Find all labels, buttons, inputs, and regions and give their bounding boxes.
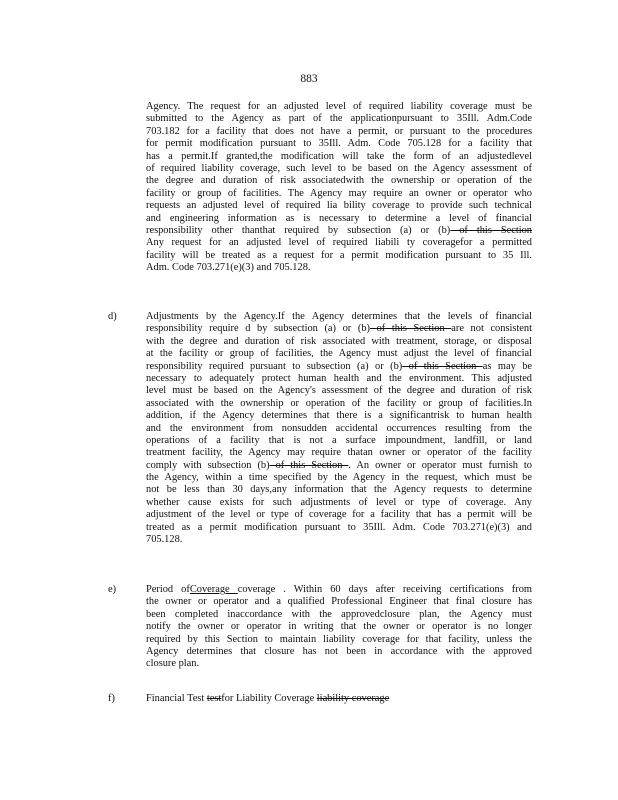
section-d-line [146,460,532,472]
paragraph-top-line [146,163,532,175]
section-d-line [146,497,532,509]
paragraph-top-line [146,200,532,212]
section-d-text-run: necessary to adequately protect human health and the environment. This adjusted [146,372,532,384]
section-d-text-run: as may be [482,360,533,372]
paragraph-top-line [146,138,532,150]
paragraph-top-text-run: facility will be treated as a request for a permit modification pursuant to 35 Ill. [146,249,532,261]
section-f-text-2: for Liability Coverage [221,693,317,704]
section-d-text-run: comply with subsection (b) [146,459,270,471]
section-d-line [146,423,532,435]
paragraph-top-line [146,225,532,237]
paragraph-top-text-run: has a permit.If granted,the modification will take the form of an adjustedlevel [146,150,532,162]
section-d-deleted-text: of this Section [402,360,483,372]
section-d-line [146,410,532,422]
section-d-text-run: with the degree and duration of risk associated with treatment, storage, or disposal [146,335,532,347]
section-d-line [146,447,532,459]
section-d-text-run: the Agency, within a time specified by the Agency in the request, which must be [146,472,532,484]
section-d-line [146,522,532,534]
section-d-line [146,385,532,397]
section-d-text-run: 705.128. [146,534,183,546]
section-e-text-run: the owner or operator and a qualified Professional Engineer that final closure has [146,596,532,608]
section-d-line [146,472,532,484]
paragraph-top-text-run: and engineering information as is necessary to determine a level of financial [146,212,532,224]
paragraph-top-line [146,151,532,163]
paragraph-top-text-run: of required liability coverage, such level to be based on the Agency assessment of [146,162,532,174]
section-f-text [146,693,532,705]
paragraph-top-text-run: Any request for an adjusted level of required liabili ty coveragefor a permitted [146,237,532,249]
section-d-line [146,361,532,373]
section-e-line [146,621,532,633]
section-d-line [146,323,532,335]
section-d-text-run: addition, if the Agency determines that there is a significantrisk to human health [146,410,532,422]
section-e-text-run: notify the owner or operator in writing that the owner or operator is no longer [146,621,532,633]
section-e-text-run: required by this Section to maintain liability coverage for that facility, unless the [146,633,532,645]
section-d-line [146,435,532,447]
section-f-text-1: Financial Test [146,693,207,704]
section-d-deleted-text: of this Section [370,323,452,335]
section-f-strike-1: test [206,693,222,704]
section-e-inserted-text: Coverage [189,584,238,595]
section-e-text-run: Period of [146,584,190,595]
paragraph-top-line [146,175,532,187]
section-e-text-run: closure plan. [146,658,200,670]
section-d-text-run: treatment facility, the Agency may require thatan owner or operator of the facility [146,447,532,459]
section-d-text-run: level must be based on the Agency's assessment of the degree and duration of risk [146,385,532,397]
paragraph-top-line [146,113,532,125]
section-e-line [146,584,532,596]
section-e-text [146,584,532,671]
paragraph-top-line [146,126,532,138]
section-e-line [146,609,532,621]
section-d-text-run: adjustment of the level or type of coverage for a facility that has a permit will be [146,509,532,521]
paragraph-top-text-run: responsibility other thanthat required by subsection (a) or (b) [146,224,451,236]
section-d-line [146,336,532,348]
page-number: 883 [300,73,318,85]
section-d-text-run: whether cause exists for such adjustments of level or type of coverage. Any [146,496,532,508]
paragraph-top-line [146,213,532,225]
paragraph-top-deleted-text: of this Section [450,224,532,236]
paragraph-top [146,101,532,274]
section-d-line [146,311,532,323]
section-f-label: f) [108,693,115,704]
section-d-text-run: associated with the ownership or operation of the facility or group of facilities.In [146,397,532,409]
section-e-text-run: been completed inaccordance with the approvedclosure plan, the Agency must [146,608,532,620]
paragraph-top-text-run: for permit modification pursuant to 35Ill. Adm. Code 705.128 for a facility that [146,138,532,150]
section-e-label: e) [108,584,117,595]
paragraph-top-line [146,250,532,262]
section-f-strike-2: liability coverage [316,693,390,704]
paragraph-top-line [146,262,532,274]
section-d-deleted-text: of this Section [269,459,349,471]
paragraph-top-text-run: Agency. The request for an adjusted level of required liability coverage must be [146,101,532,112]
section-d-text-run: . An owner or operator must furnish to [348,459,532,471]
section-d-line [146,509,532,521]
section-e-line [146,646,532,658]
paragraph-top-text-run: the degree and duration of risk associatedwith the ownership or operation of the [146,175,532,187]
section-d-line [146,484,532,496]
section-e-line [146,634,532,646]
section-f-line [146,693,532,705]
section-e-text-run: coverage . Within 60 days after receiving certifications from [237,584,533,595]
paragraph-top-line [146,188,532,200]
paragraph-top-text-run: 703.182 for a facility that does not have a permit, or pursuant to the procedures [146,125,532,137]
section-d-line [146,534,532,546]
section-d-label: d) [108,311,117,322]
section-e-line [146,658,532,670]
section-d-line [146,348,532,360]
paragraph-top-text-run: requests an adjusted level of required lia bility coverage to provide such technical [146,200,532,212]
section-e-line [146,596,532,608]
section-d-text-run: operations of a facility that is not a surface impoundment, landfill, or land [146,434,532,446]
paragraph-top-line [146,101,532,113]
section-d-text-run: at the facility or group of facilities, the Agency must adjust the level of financial [146,348,532,360]
section-d-text-run: treated as a permit modification pursuant to 35Ill. Adm. Code 703.271(e)(3) and [146,521,532,533]
section-d-text-run: responsibility required pursuant to subsection (a) or (b) [146,360,403,372]
section-d-text-run: and the environment from nonsudden accidental occurrences resulting from the [146,422,532,434]
section-d-text-run: not be less than 30 days,any information that the Agency requests to determine [146,484,532,496]
section-d-text-run: are not consistent [451,323,532,335]
paragraph-top-text-run: Adm. Code 703.271(e)(3) and 705.128. [146,262,311,274]
section-d-text-run: Adjustments by the Agency.If the Agency determines that the levels of financial [146,311,532,322]
paragraph-top-line [146,237,532,249]
section-d-line [146,373,532,385]
section-d-line [146,398,532,410]
paragraph-top-text-run: submitted to the Agency as part of the applicationpursuant to 35Ill. Adm.Code [146,113,532,125]
section-d-text-run: responsibility require d by subsection (a) or (b) [146,323,370,335]
section-d-text [146,311,532,546]
paragraph-top-text-run: facility or group of facilities. The Agency may require an owner or operator who [146,187,532,199]
section-e-text-run: Agency determines that closure has not been in accordance with the approved [146,645,532,657]
